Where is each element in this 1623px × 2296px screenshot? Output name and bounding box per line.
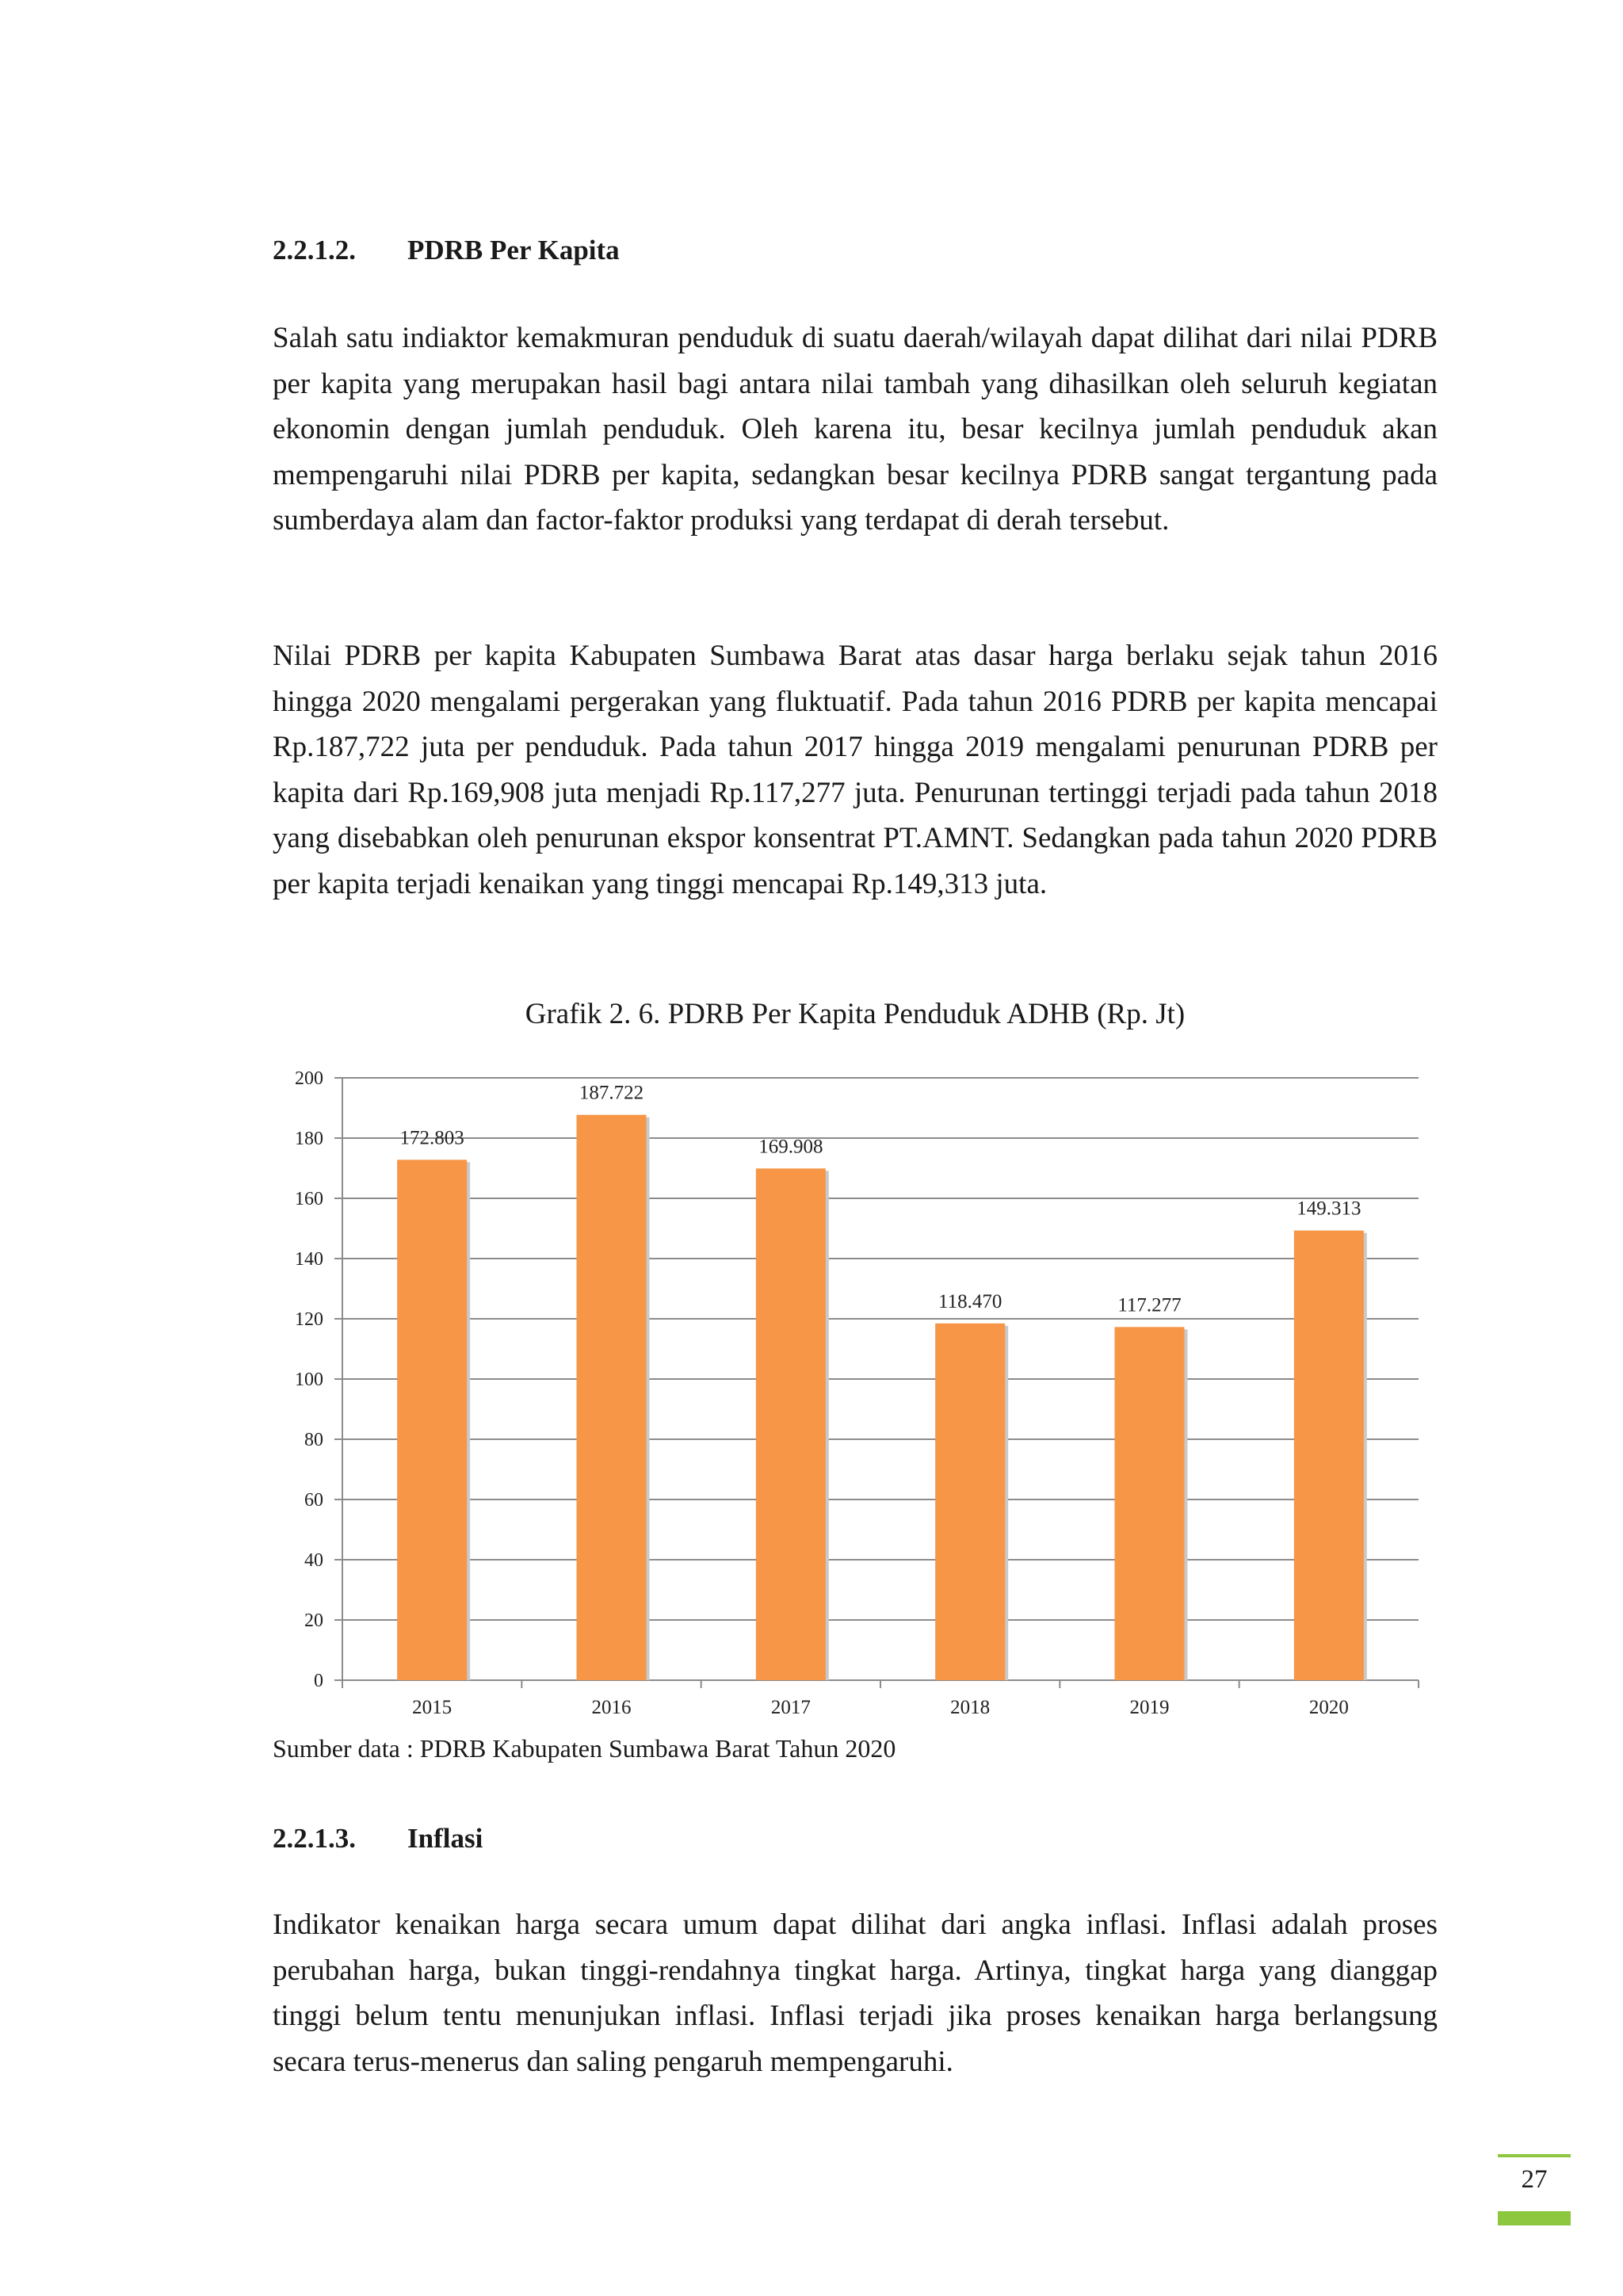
x-tick-label-2017: 2017 — [770, 1697, 811, 1718]
section-number: 2.2.1.2. — [273, 235, 356, 266]
footer-accent-line — [1498, 2154, 1571, 2157]
y-tick-label: 140 — [295, 1249, 323, 1270]
y-tick-label: 160 — [295, 1189, 323, 1209]
bar-2016 — [577, 1115, 647, 1680]
data-label-2017: 169.908 — [758, 1136, 823, 1158]
data-label-2019: 117.277 — [1117, 1294, 1182, 1316]
chart-gridlines — [342, 1078, 1419, 1620]
y-tick-label: 180 — [295, 1129, 323, 1149]
section-title: Inflasi — [407, 1823, 483, 1854]
chart-axes — [334, 1078, 1419, 1688]
data-label-2015: 172.803 — [399, 1127, 464, 1149]
x-tick-label-2019: 2019 — [1129, 1697, 1170, 1718]
y-tick-label: 60 — [304, 1490, 323, 1511]
paragraph-2: Nilai PDRB per kapita Kabupaten Sumbawa Barat atas dasar harga berlaku sejak tahun 2016 hingga 2020 mengalami pergerakan yang fluktuatif. Pada tahun 2016 PDRB per kapita mencapai Rp.187,722 juta per penduduk. Pada tahun 2017 hingga 2019 mengalami penurunan PDRB per kapita dari Rp.169,908 juta menjadi Rp.117,277 juta. Penurunan tertinggi terjadi pada tahun 2018 yang disebabkan oleh penurunan ekspor konsentrat PT.AMNT. Sedangkan pada tahun 2020 PDRB per kapita terjadi kenaikan yang tinggi mencapai Rp.149,313 juta. — [273, 640, 1438, 900]
y-tick-label: 40 — [304, 1550, 323, 1571]
x-tick-label-2020: 2020 — [1308, 1697, 1349, 1718]
bar-2020 — [1294, 1231, 1364, 1680]
bar-2017 — [756, 1168, 826, 1680]
paragraph-1: Salah satu indiaktor kemakmuran penduduk di suatu daerah/wilayah dapat dilihat dari nilai PDRB per kapita yang merupakan hasil bagi antara nilai tambah yang dihasilkan oleh seluruh kegiatan ekonomin dengan jumlah penduduk. Oleh karena itu, besar kecilnya jumlah penduduk akan mempengaruhi nilai PDRB per kapita, sedangkan besar kecilnya PDRB sangat tergantung pada sumberdaya alam dan factor-faktor produksi yang terdapat di derah tersebut. — [273, 322, 1438, 537]
bar-chart — [269, 1046, 1426, 1728]
x-tick-label-2018: 2018 — [950, 1697, 991, 1718]
bar-2018 — [935, 1324, 1005, 1680]
data-label-2016: 187.722 — [579, 1082, 644, 1104]
bar-2015 — [397, 1159, 467, 1680]
data-label-2020: 149.313 — [1296, 1198, 1361, 1220]
page-number: 27 — [1521, 2165, 1548, 2194]
section-heading-pdrb-per-kapita — [273, 235, 620, 266]
y-tick-label: 20 — [304, 1610, 323, 1631]
source-note: Sumber data : PDRB Kabupaten Sumbawa Barat Tahun 2020 — [273, 1734, 896, 1763]
y-tick-label: 120 — [295, 1309, 323, 1330]
y-tick-label: 0 — [314, 1671, 323, 1691]
footer-accent-bar — [1498, 2211, 1571, 2225]
x-tick-label-2015: 2015 — [412, 1697, 453, 1718]
section-heading-inflasi — [273, 1823, 483, 1855]
section-title: PDRB Per Kapita — [407, 235, 620, 266]
data-label-2018: 118.470 — [938, 1290, 1002, 1312]
section-number: 2.2.1.3. — [273, 1823, 356, 1854]
y-tick-label: 200 — [295, 1068, 323, 1089]
chart-caption: Grafik 2. 6. PDRB Per Kapita Penduduk ADHB (Rp. Jt) — [525, 998, 1186, 1030]
paragraph-3: Indikator kenaikan harga secara umum dapat dilihat dari angka inflasi. Inflasi adalah proses perubahan harga, bukan tinggi-rendahnya tingkat harga. Artinya, tingkat harga yang dianggap tinggi belum tentu menunjukan inflasi. Inflasi terjadi jika proses kenaikan harga berlangsung secara terus-menerus dan saling pengaruh mempengaruhi. — [273, 1908, 1438, 2078]
y-tick-label: 80 — [304, 1430, 323, 1450]
bar-2019 — [1115, 1327, 1185, 1680]
x-tick-label-2016: 2016 — [591, 1697, 632, 1718]
y-tick-label: 100 — [295, 1370, 323, 1390]
chart-bars — [397, 1115, 1367, 1680]
